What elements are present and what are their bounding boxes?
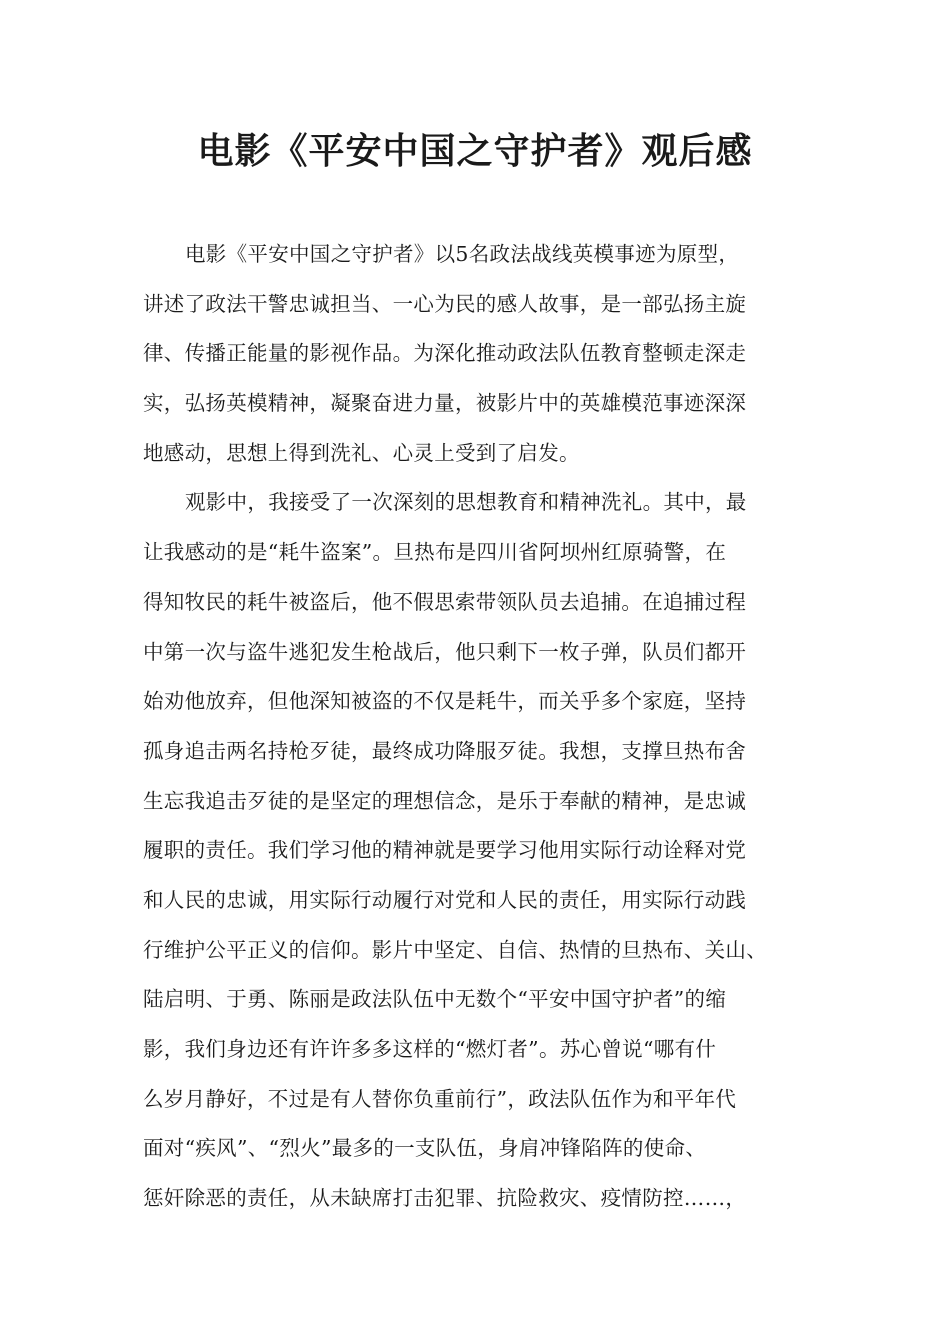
text-line: 惩奸除恶的责任，从未缺席打击犯罪、抗险救灾、疫情防控……，	[143, 1186, 747, 1211]
text-line: 么岁月静好，不过是有人替你负重前行”，政法队伍作为和平年代	[143, 1086, 737, 1111]
text-line: 讲述了政法干警忠诚担当、一心为民的感人故事，是一部弘扬主旋	[143, 291, 747, 316]
document-body	[143, 230, 823, 1224]
text-line: 地感动，思想上得到洗礼、心灵上受到了启发。	[143, 440, 580, 465]
text-line: 律、传播正能量的影视作品。为深化推动政法队伍教育整顿走深走	[143, 341, 747, 366]
text-line: 影，我们身边还有许许多多这样的“燃灯者”。苏心曾说“哪有什	[143, 1037, 717, 1061]
document-title: 电影《平安中国之守护者》观后感	[197, 131, 753, 172]
text-line: 面对“疾风”、“烈火”最多的一支队伍，身肩冲锋陷阵的使命、	[143, 1136, 707, 1161]
text-line: 和人民的忠诚，用实际行动履行对党和人民的责任，用实际行动践	[143, 887, 747, 912]
paragraph-1	[143, 230, 823, 478]
text-line: 履职的责任。我们学习他的精神就是要学习他用实际行动诠释对党	[143, 838, 747, 863]
text-line: 孤身追击两名持枪歹徒，最终成功降服歹徒。我想，支撑旦热布舍	[143, 738, 747, 763]
text-line: 始劝他放弃，但他深知被盗的不仅是耗牛，而关乎多个家庭，坚持	[143, 689, 747, 714]
text-line: 生忘我追击歹徒的是坚定的理想信念，是乐于奉献的精神，是忠诚	[143, 788, 747, 813]
text-line: 陆启明、于勇、陈丽是政法队伍中无数个“平安中国守护者”的缩	[143, 987, 727, 1012]
text-line: 实，弘扬英模精神，凝聚奋进力量，被影片中的英雄模范事迹深深	[143, 391, 747, 416]
text-line: 观影中，我接受了一次深刻的思想教育和精神洗礼。其中，最	[185, 490, 747, 515]
paragraph-2	[143, 478, 823, 1223]
text-line: 电影《平安中国之守护者》以5名政法战线英模事迹为原型，	[185, 242, 740, 266]
text-line: 得知牧民的耗牛被盗后，他不假思索带领队员去追捕。在追捕过程	[143, 589, 747, 614]
text-line: 中第一次与盗牛逃犯发生枪战后，他只剩下一枚子弹，队员们都开	[143, 639, 747, 664]
text-line: 行维护公平正义的信仰。影片中坚定、自信、热情的旦热布、关山、	[143, 937, 767, 962]
text-line: 让我感动的是“耗牛盗案”。旦热布是四川省阿坝州红原骑警，在	[143, 540, 727, 565]
